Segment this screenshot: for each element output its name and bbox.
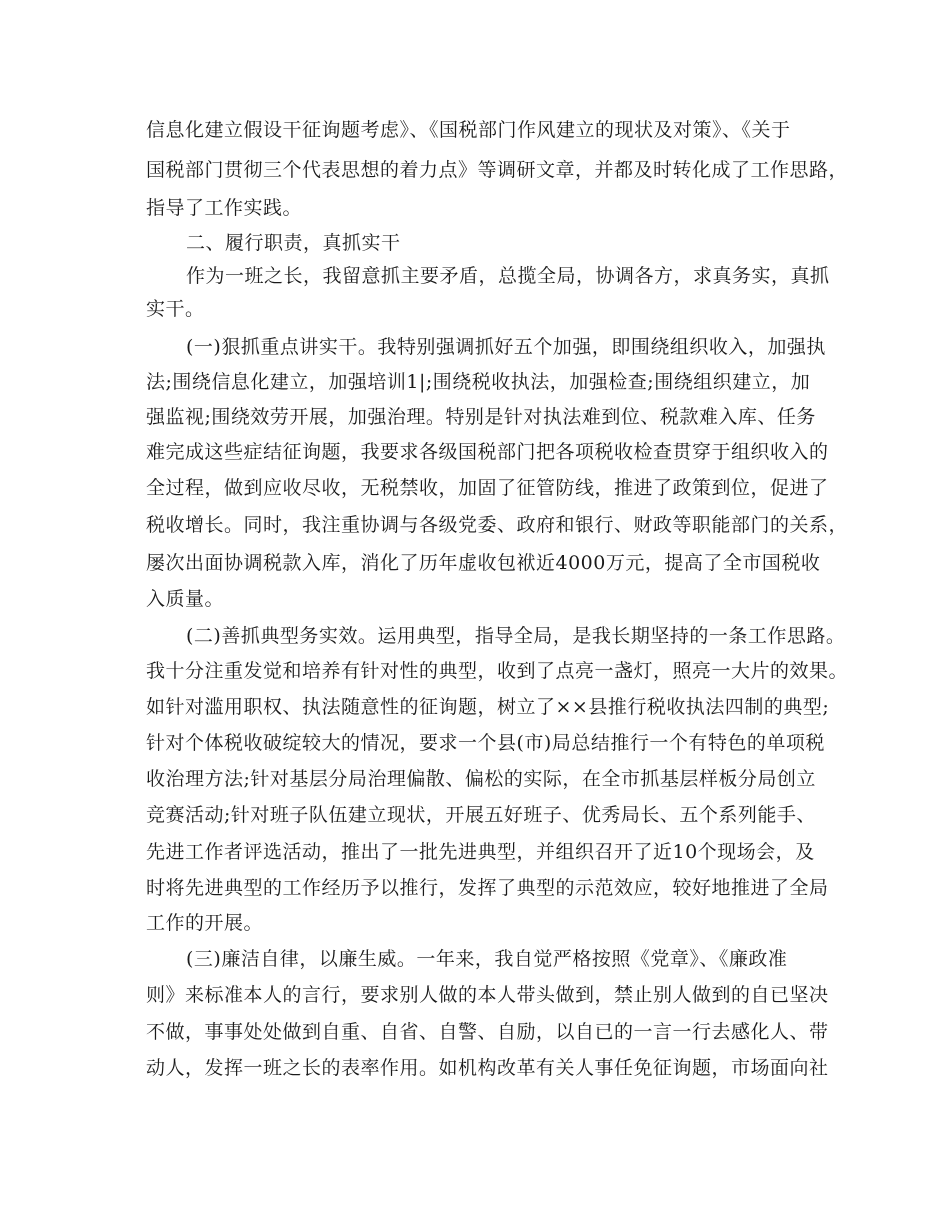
text-line: 强监视;围绕效劳开展，加强治理。特别是针对执法难到位、税款难入库、任务 bbox=[146, 406, 816, 428]
text-line: 我十分注重发觉和培养有针对性的典型，收到了点亮一盏灯，照亮一大片的效果。 bbox=[146, 660, 849, 682]
text-line: 屡次出面协调税款入库，消化了历年虚收包袱近4000万元，提高了全市国税收 bbox=[146, 552, 821, 574]
text-line: 信息化建立假设干征询题考虑》、《国税部门作风建立的现状及对策》、《关于 bbox=[146, 119, 791, 141]
text-line: 如针对滥用职权、执法随意性的征询题，树立了××县推行税收执法四制的典型; bbox=[146, 696, 830, 718]
text-line: (二)善抓典型务实效。运用典型，指导全局，是我长期坚持的一条工作思路。 bbox=[186, 625, 846, 647]
text-line: (三)廉洁自律，以廉生威。一年来，我自觉严格按照《党章》、《廉政准 bbox=[186, 948, 788, 970]
text-line: 动人，发挥一班之长的表率作用。如机构改革有关人事任免征询题，市场面向社 bbox=[146, 1057, 829, 1079]
text-line: 则》来标准本人的言行，要求别人做的本人带头做到，禁止别人做到的自已坚决 bbox=[146, 984, 829, 1006]
text-line: 全过程，做到应收尽收，无税禁收，加固了征管防线，推进了政策到位，促进了 bbox=[146, 477, 829, 499]
text-line: 收治理方法;针对基层分局治理偏散、偏松的实际，在全市抓基层样板分局创立 bbox=[146, 768, 816, 790]
text-line: 法;围绕信息化建立，加强培训1|;围绕税收执法，加强检查;围绕组织建立，加 bbox=[146, 371, 811, 393]
section-heading: 二、履行职责，真抓实干 bbox=[186, 232, 401, 254]
text-line: 工作的开展。 bbox=[146, 912, 264, 934]
text-line: 国税部门贯彻三个代表思想的着力点》等调研文章，并都及时转化成了工作思路， bbox=[146, 159, 849, 181]
text-line: 指导了工作实践。 bbox=[146, 197, 303, 219]
text-line: 入质量。 bbox=[146, 588, 225, 610]
text-line: 实干。 bbox=[146, 298, 205, 320]
text-line: 税收增长。同时，我注重协调与各级党委、政府和银行、财政等职能部门的关系， bbox=[146, 514, 849, 536]
text-line: 作为一班之长，我留意抓主要矛盾，总揽全局，协调各方，求真务实，真抓 bbox=[186, 265, 830, 287]
text-line: 难完成这些症结征询题，我要求各级国税部门把各项税收检查贯穿于组织收入的 bbox=[146, 441, 829, 463]
text-line: 不做，事事处处做到自重、自省、自警、自励，以自已的一言一行去感化人、带 bbox=[146, 1021, 829, 1043]
text-line: 时将先进典型的工作经历予以推行，发挥了典型的示范效应，较好地推进了全局 bbox=[146, 877, 829, 899]
text-line: (一)狠抓重点讲实干。我特别强调抓好五个加强，即围绕组织收入，加强执 bbox=[186, 336, 826, 358]
text-line: 针对个体税收破绽较大的情况，要求一个县(市)局总结推行一个有特色的单项税 bbox=[146, 732, 825, 754]
text-line: 竞赛活动;针对班子队伍建立现状，开展五好班子、优秀局长、五个系列能手、 bbox=[146, 804, 816, 826]
text-line: 先进工作者评选活动，推出了一批先进典型，并组织召开了近10个现场会，及 bbox=[146, 841, 815, 863]
